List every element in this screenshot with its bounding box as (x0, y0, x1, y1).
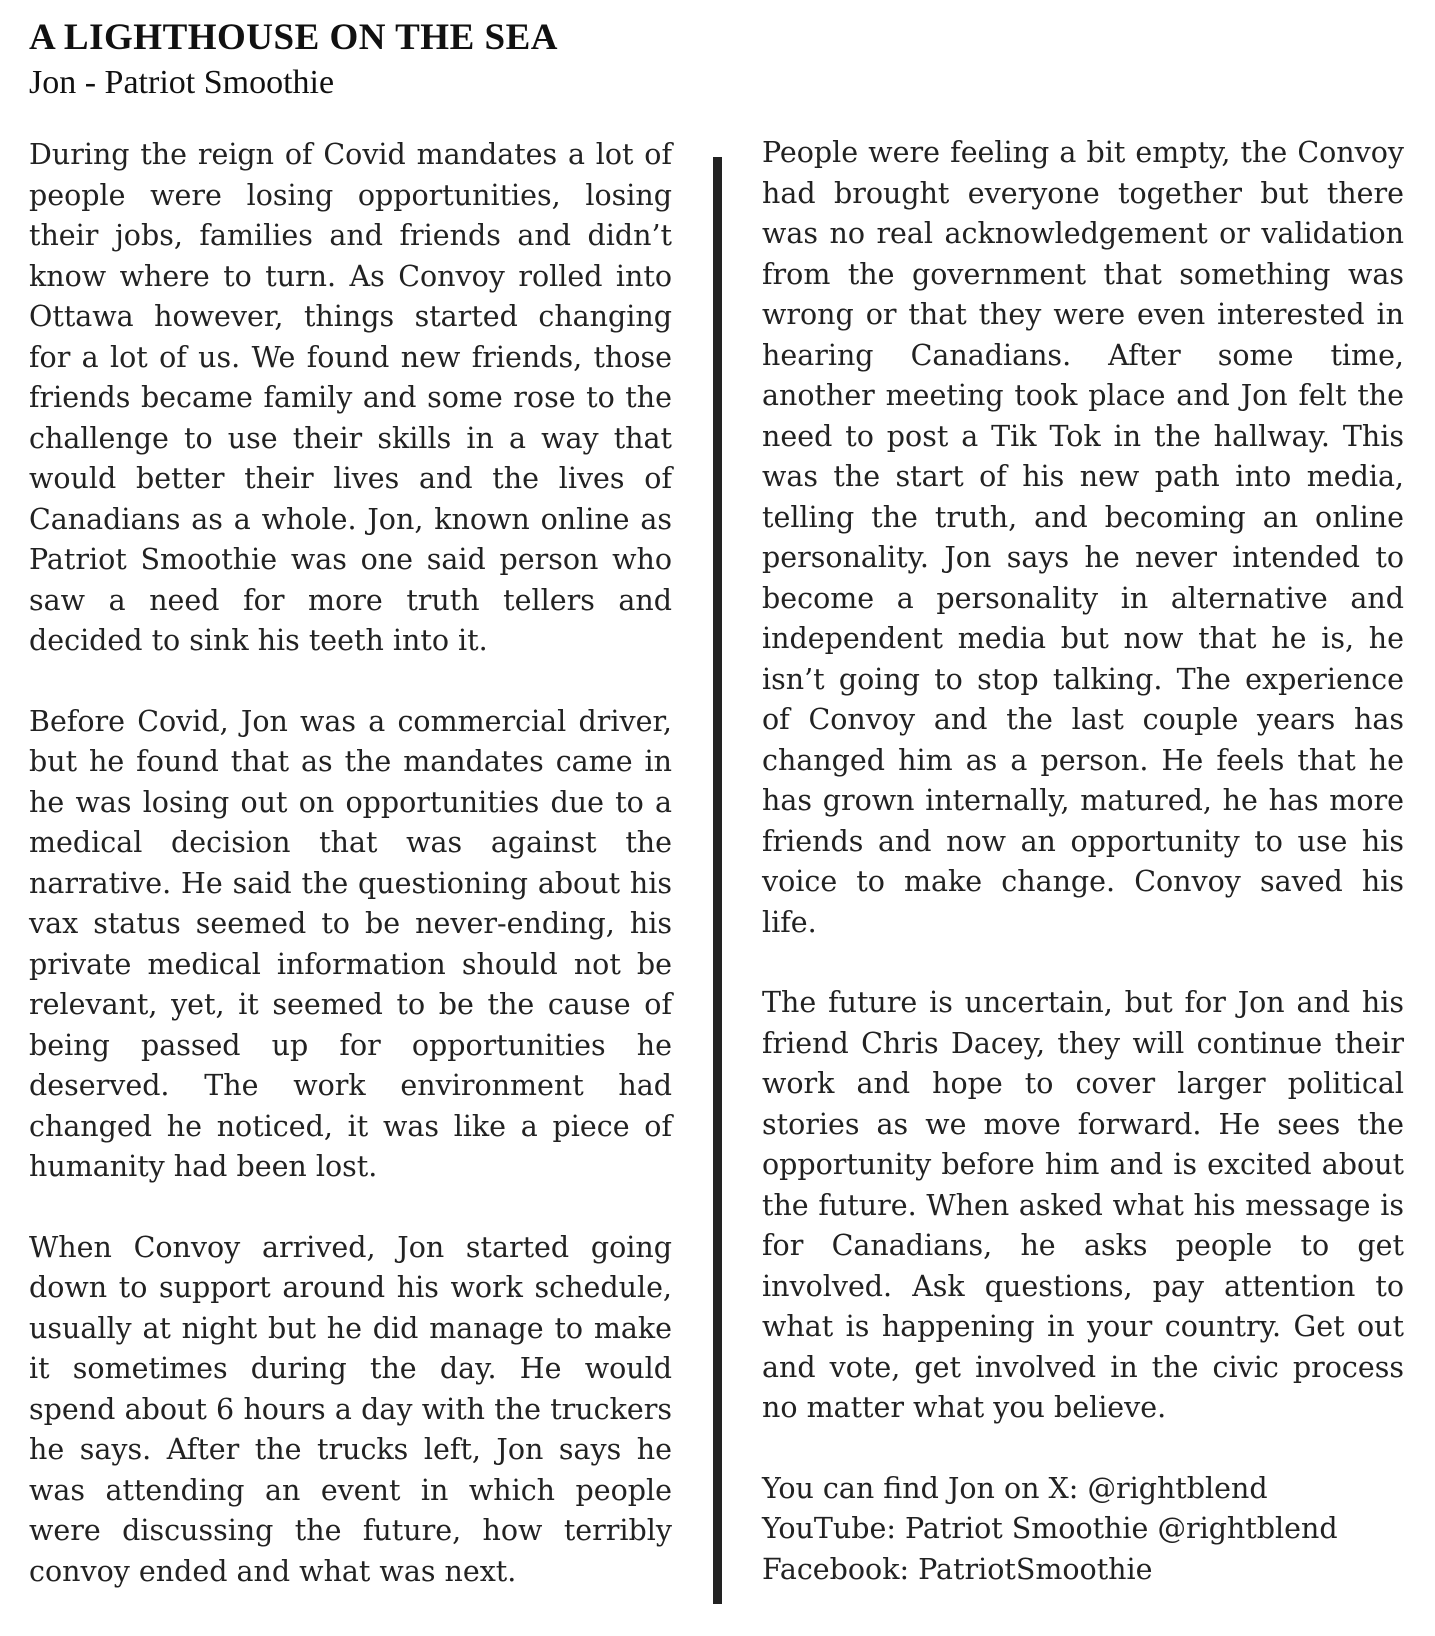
paragraph: People were feeling a bit empty, the Convoy had brought everyone together but there was no real acknowledgement or validation from the government that something was wrong or that they were even interested in hearing Canadians. After some time, another meeting took place and Jon felt the need to post a Tik Tok in the hallway. This was the start of his new path into media, telling the truth, and becoming an online personality. Jon says he never intended to become a personality in alternative and independent media but now that he is, he isn’t going to stop talking. The experience of Convoy and the last couple years has changed him as a person. He feels that he has grown internally, matured, he has more friends and now an opportunity to use his voice to make change. Convoy saved his life. (762, 136, 1404, 939)
left-column (29, 135, 672, 1592)
paragraph: During the reign of Covid mandates a lot of people were losing opportunities, losing their jobs, families and friends and didn’t know where to turn. As Convoy rolled into Ottawa however, things started changing for a lot of us. We found new friends, those friends became family and some rose to the challenge to use their skills in a way that would better their lives and the lives of Canadians as a whole. Jon, known online as Patriot Smoothie was one said person who saw a need for more truth tellers and decided to sink his teeth into it. (29, 138, 672, 657)
paragraph: When Convoy arrived, Jon started going down to support around his work schedule, usually at night but he did manage to make it sometimes during the day. He would spend about 6 hours a day with the truckers he says. After the trucks left, Jon says he was attending an event in which people were discussing the future, how terribly convoy ended and what was next. (29, 1230, 672, 1588)
article-title: A LIGHTHOUSE ON THE SEA (29, 17, 558, 58)
paragraph: Before Covid, Jon was a commercial driver, but he found that as the mandates came in he was losing out on opportunities due to a medical decision that was against the narrative. He said the questioning about his vax status seemed to be never-ending, his private medical information should not be relevant, yet, it seemed to be the cause of being passed up for opportunities he deserved. The work environment had changed he noticed, it was like a piece of humanity had been lost. (29, 704, 672, 1183)
contact-facebook: Facebook: PatriotSmoothie (762, 1552, 1153, 1586)
contact-info (762, 1469, 1404, 1591)
paragraph: The future is uncertain, but for Jon and his friend Chris Dacey, they will continue their work and hope to cover larger political stories as we move forward. He sees the opportunity before him and is excited about the future. When asked what his message is for Canadians, he asks people to get involved. Ask questions, pay attention to what is happening in your country. Get out and vote, get involved in the civic process no matter what you believe. (762, 986, 1404, 1424)
article-byline: Jon - Patriot Smoothie (29, 64, 335, 101)
column-divider (713, 157, 722, 1604)
contact-youtube: YouTube: Patriot Smoothie @rightblend (762, 1512, 1338, 1545)
contact-x: You can find Jon on X: @rightblend (762, 1471, 1268, 1505)
right-column (762, 133, 1404, 1590)
